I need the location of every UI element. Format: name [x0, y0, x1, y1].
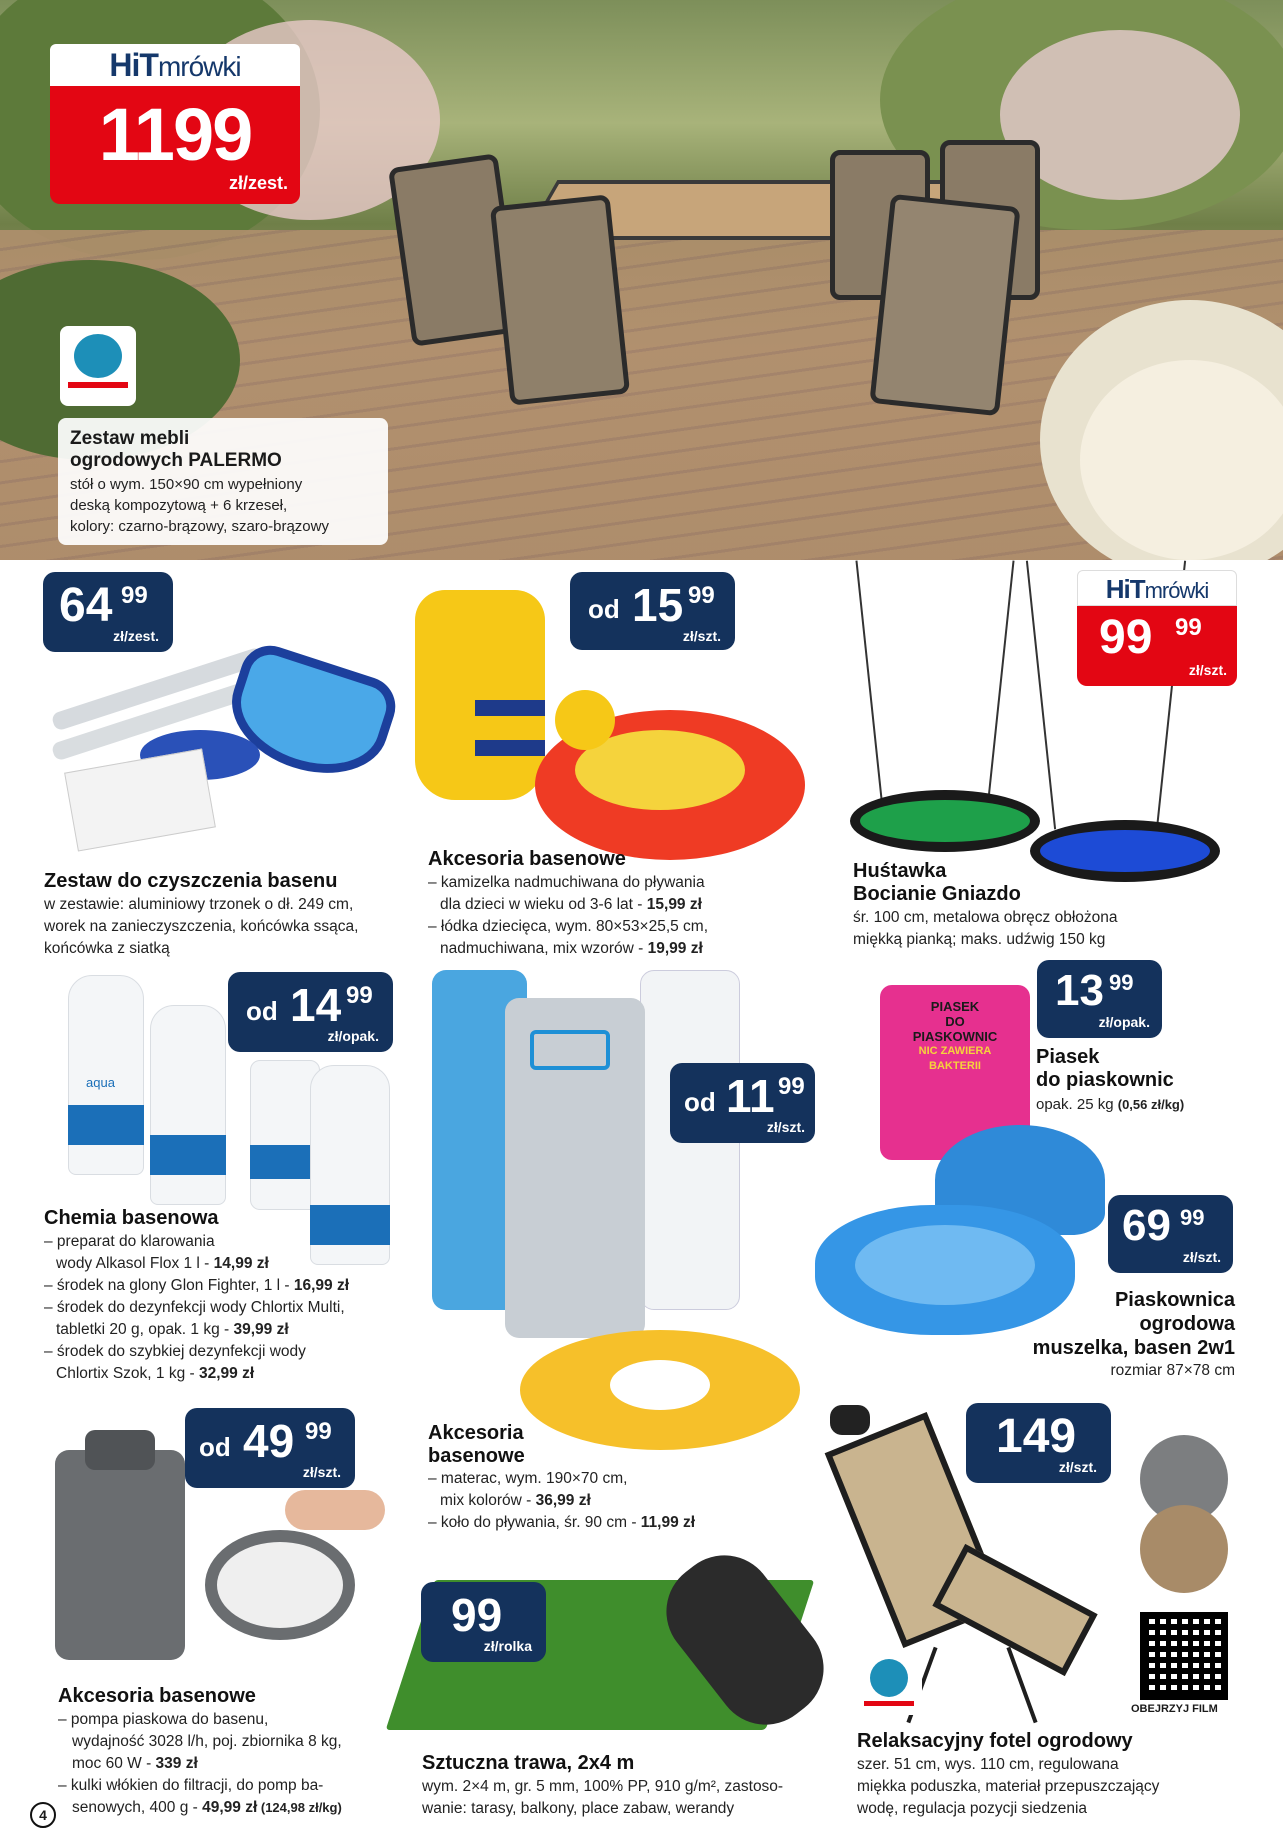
mattress-desc-l1: – materac, wym. 190×70 cm, — [428, 1470, 628, 1487]
lounger-price-tag — [966, 1403, 1111, 1483]
mattress-price-tag — [670, 1063, 815, 1143]
hero-price: 1199 — [98, 93, 252, 176]
chem-desc-l5: tabletki 20 g, opak. 1 kg - 39,99 zł — [56, 1321, 289, 1338]
sand-price-cents: 99 — [1109, 970, 1134, 995]
chem-title: Chemia basenowa — [44, 1207, 219, 1229]
cleaning-price-cents: 99 — [121, 582, 148, 609]
hit-mrowki-logo-swing: HiTmrówki — [1077, 570, 1237, 606]
sand-price-tag — [1037, 960, 1162, 1038]
sandbox-price-main: 69 — [1122, 1201, 1171, 1250]
lounger-desc-l3: wodę, regulacja pozycji siedzenia — [857, 1800, 1088, 1817]
bag-label-l1: PIASEK — [930, 999, 980, 1014]
mattress-ring-image — [430, 970, 800, 1430]
pump-prefix: od — [199, 1432, 231, 1462]
brown-fabric-swatch — [1140, 1505, 1228, 1593]
grass-price-tag — [421, 1582, 546, 1662]
hero-title-l1: Zestaw mebli — [70, 428, 190, 449]
chem-price-tag — [228, 972, 393, 1052]
vest-desc-l4: nadmuchiwana, mix wzorów - 19,99 zł — [440, 940, 703, 957]
chem-price-cents: 99 — [346, 982, 373, 1009]
chem-price-main: 14 — [290, 979, 342, 1031]
vest-desc-l1: – kamizelka nadmuchiwana do pływania — [428, 874, 705, 891]
chem-desc-l7: Chlortix Szok, 1 kg - 32,99 zł — [56, 1365, 255, 1382]
vest-price-tag — [570, 572, 735, 650]
hero-desc-l2: deską kompozytową + 6 krzeseł, — [70, 497, 288, 514]
chem-desc-l6: – środek do szybkiej dezynfekcji wody — [44, 1343, 306, 1360]
lounger-unit: zł/szt. — [1058, 1459, 1097, 1475]
grass-unit: zł/rolka — [483, 1638, 532, 1654]
vest-price-main: 15 — [632, 579, 684, 631]
cleaning-desc-l3: końcówka z siatką — [44, 940, 170, 957]
mattress-unit: zł/szt. — [766, 1119, 805, 1135]
chem-prefix: od — [246, 996, 278, 1026]
sandbox-unit: zł/szt. — [1182, 1249, 1221, 1265]
mattress-prefix: od — [684, 1087, 716, 1117]
cleaning-price-tag — [43, 572, 173, 652]
grass-desc-l2: wanie: tarasy, balkony, place zabaw, werandy — [422, 1800, 735, 1817]
chem-desc-l2: wody Alkasol Flox 1 l - 14,99 zł — [56, 1255, 269, 1272]
sandbox-title: Piaskownica ogrodowa muszelka, basen 2w1 — [1032, 1289, 1235, 1359]
swing-unit: zł/szt. — [1188, 662, 1227, 678]
vest-desc-l2: dla dzieci w wieku od 3-6 lat - 15,99 zł — [440, 896, 702, 913]
qr-code-icon[interactable] — [1140, 1612, 1228, 1700]
hit-badge-swing — [1077, 570, 1237, 686]
hero-title-l2: ogrodowych PALERMO — [70, 450, 282, 471]
chem-desc-l1: – preparat do klarowania — [44, 1233, 215, 1250]
swing-desc-l2: miękką pianką; maks. udźwig 150 kg — [853, 931, 1106, 948]
pump-desc-l5: senowych, 400 g - 49,99 zł (124,98 zł/kg) — [72, 1799, 342, 1816]
pump-price-cents: 99 — [305, 1418, 332, 1445]
mattress-title: Akcesoria basenowe — [428, 1422, 525, 1467]
lounger-desc-l1: szer. 51 cm, wys. 110 cm, regulowana — [857, 1756, 1119, 1773]
hero-desc-l1: stół o wym. 150×90 cm wypełniony — [70, 476, 303, 493]
pump-desc-l2: wydajność 3028 l/h, poj. zbiornika 8 kg, — [72, 1733, 342, 1750]
chem-unit: zł/opak. — [327, 1028, 379, 1044]
sand-desc: opak. 25 kg (0,56 zł/kg) — [1036, 1096, 1185, 1113]
serpent-tree-logo — [60, 326, 136, 406]
grass-desc-l1: wym. 2×4 m, gr. 5 mm, 100% PP, 910 g/m², zastoso- — [422, 1778, 784, 1795]
hero-desc-l3: kolory: czarno-brązowy, szaro-brązowy — [70, 518, 329, 535]
chem-desc-l4: – środek do dezynfekcji wody Chlortix Multi, — [44, 1299, 345, 1316]
swing-price-main: 99 — [1099, 611, 1153, 664]
chem-desc-l3: – środek na glony Glon Fighter, 1 l - 16,99 zł — [44, 1277, 350, 1294]
swing-desc-l1: śr. 100 cm, metalowa obręcz obłożona — [853, 909, 1118, 926]
swing-price-box — [1077, 606, 1237, 686]
bag-label-l4: NIC ZAWIERA — [918, 1045, 992, 1057]
serpent-tree-logo-small — [856, 1655, 922, 1715]
lounger-title: Relaksacyjny fotel ogrodowy — [857, 1730, 1133, 1752]
sand-title: Piasek do piaskownic — [1036, 1046, 1174, 1091]
pump-title: Akcesoria basenowe — [58, 1685, 256, 1707]
hit-mrowki-logo: HiTmrówki — [50, 44, 300, 86]
pump-desc-l4: – kulki włókien do filtracji, do pomp ba- — [58, 1777, 324, 1794]
hero-price-box — [50, 86, 300, 204]
mattress-desc-l2: mix kolorów - 36,99 zł — [440, 1492, 591, 1509]
pump-unit: zł/szt. — [302, 1464, 341, 1480]
grass-price-main: 99 — [451, 1589, 503, 1641]
cleaning-unit: zł/zest. — [113, 628, 159, 644]
cleaning-title: Zestaw do czyszczenia basenu — [44, 870, 338, 892]
vest-title: Akcesoria basenowe — [428, 848, 626, 870]
sand-price-main: 13 — [1055, 966, 1104, 1015]
pump-price-tag — [185, 1408, 355, 1488]
cleaning-price-main: 64 — [59, 579, 113, 632]
cleaning-desc-l1: w zestawie: aluminiowy trzonek o dł. 249 cm, — [44, 896, 354, 913]
cleaning-set-image — [40, 620, 400, 850]
vest-price-cents: 99 — [688, 582, 715, 609]
vest-desc-l3: – łódka dziecięca, wym. 80×53×25,5 cm, — [428, 918, 709, 935]
vest-prefix: od — [588, 594, 620, 624]
bottle-brand-label: aqua — [86, 1075, 115, 1090]
bag-label-l5: BAKTERII — [929, 1060, 981, 1072]
sandbox-price-cents: 99 — [1180, 1205, 1205, 1230]
pump-desc-l3: moc 60 W - 339 zł — [72, 1755, 198, 1772]
bag-label-l2: DO — [945, 1014, 965, 1029]
hero-info-card — [58, 418, 388, 545]
hero-unit: zł/zest. — [228, 173, 288, 193]
vest-unit: zł/szt. — [682, 628, 721, 644]
hit-badge-hero — [50, 44, 300, 204]
swing-title: Huśtawka Bocianie Gniazdo — [853, 860, 1021, 905]
pump-desc-l1: – pompa piaskowa do basenu, — [58, 1711, 269, 1728]
grass-title: Sztuczna trawa, 2x4 m — [422, 1752, 635, 1774]
sandbox-desc: rozmiar 87×78 cm — [1110, 1362, 1235, 1379]
mattress-price-cents: 99 — [778, 1073, 805, 1100]
page-number: 4 — [30, 1802, 56, 1828]
mattress-price-main: 11 — [726, 1070, 775, 1122]
lounger-price-main: 149 — [996, 1410, 1077, 1463]
qr-label[interactable]: OBEJRZYJ FILM — [1131, 1703, 1218, 1715]
bag-label-l3: PIASKOWNIC — [912, 1029, 998, 1044]
mattress-desc-l3: – koło do pływania, śr. 90 cm - 11,99 zł — [428, 1514, 696, 1531]
cleaning-desc-l2: worek na zanieczyszczenia, końcówka ssąca, — [44, 918, 359, 935]
sandbox-price-tag — [1108, 1195, 1233, 1273]
sand-unit: zł/opak. — [1098, 1014, 1150, 1030]
lounger-desc-l2: miękka poduszka, materiał przepuszczający — [857, 1778, 1160, 1795]
pump-price-main: 49 — [243, 1415, 295, 1467]
swing-price-cents: 99 — [1175, 614, 1202, 641]
